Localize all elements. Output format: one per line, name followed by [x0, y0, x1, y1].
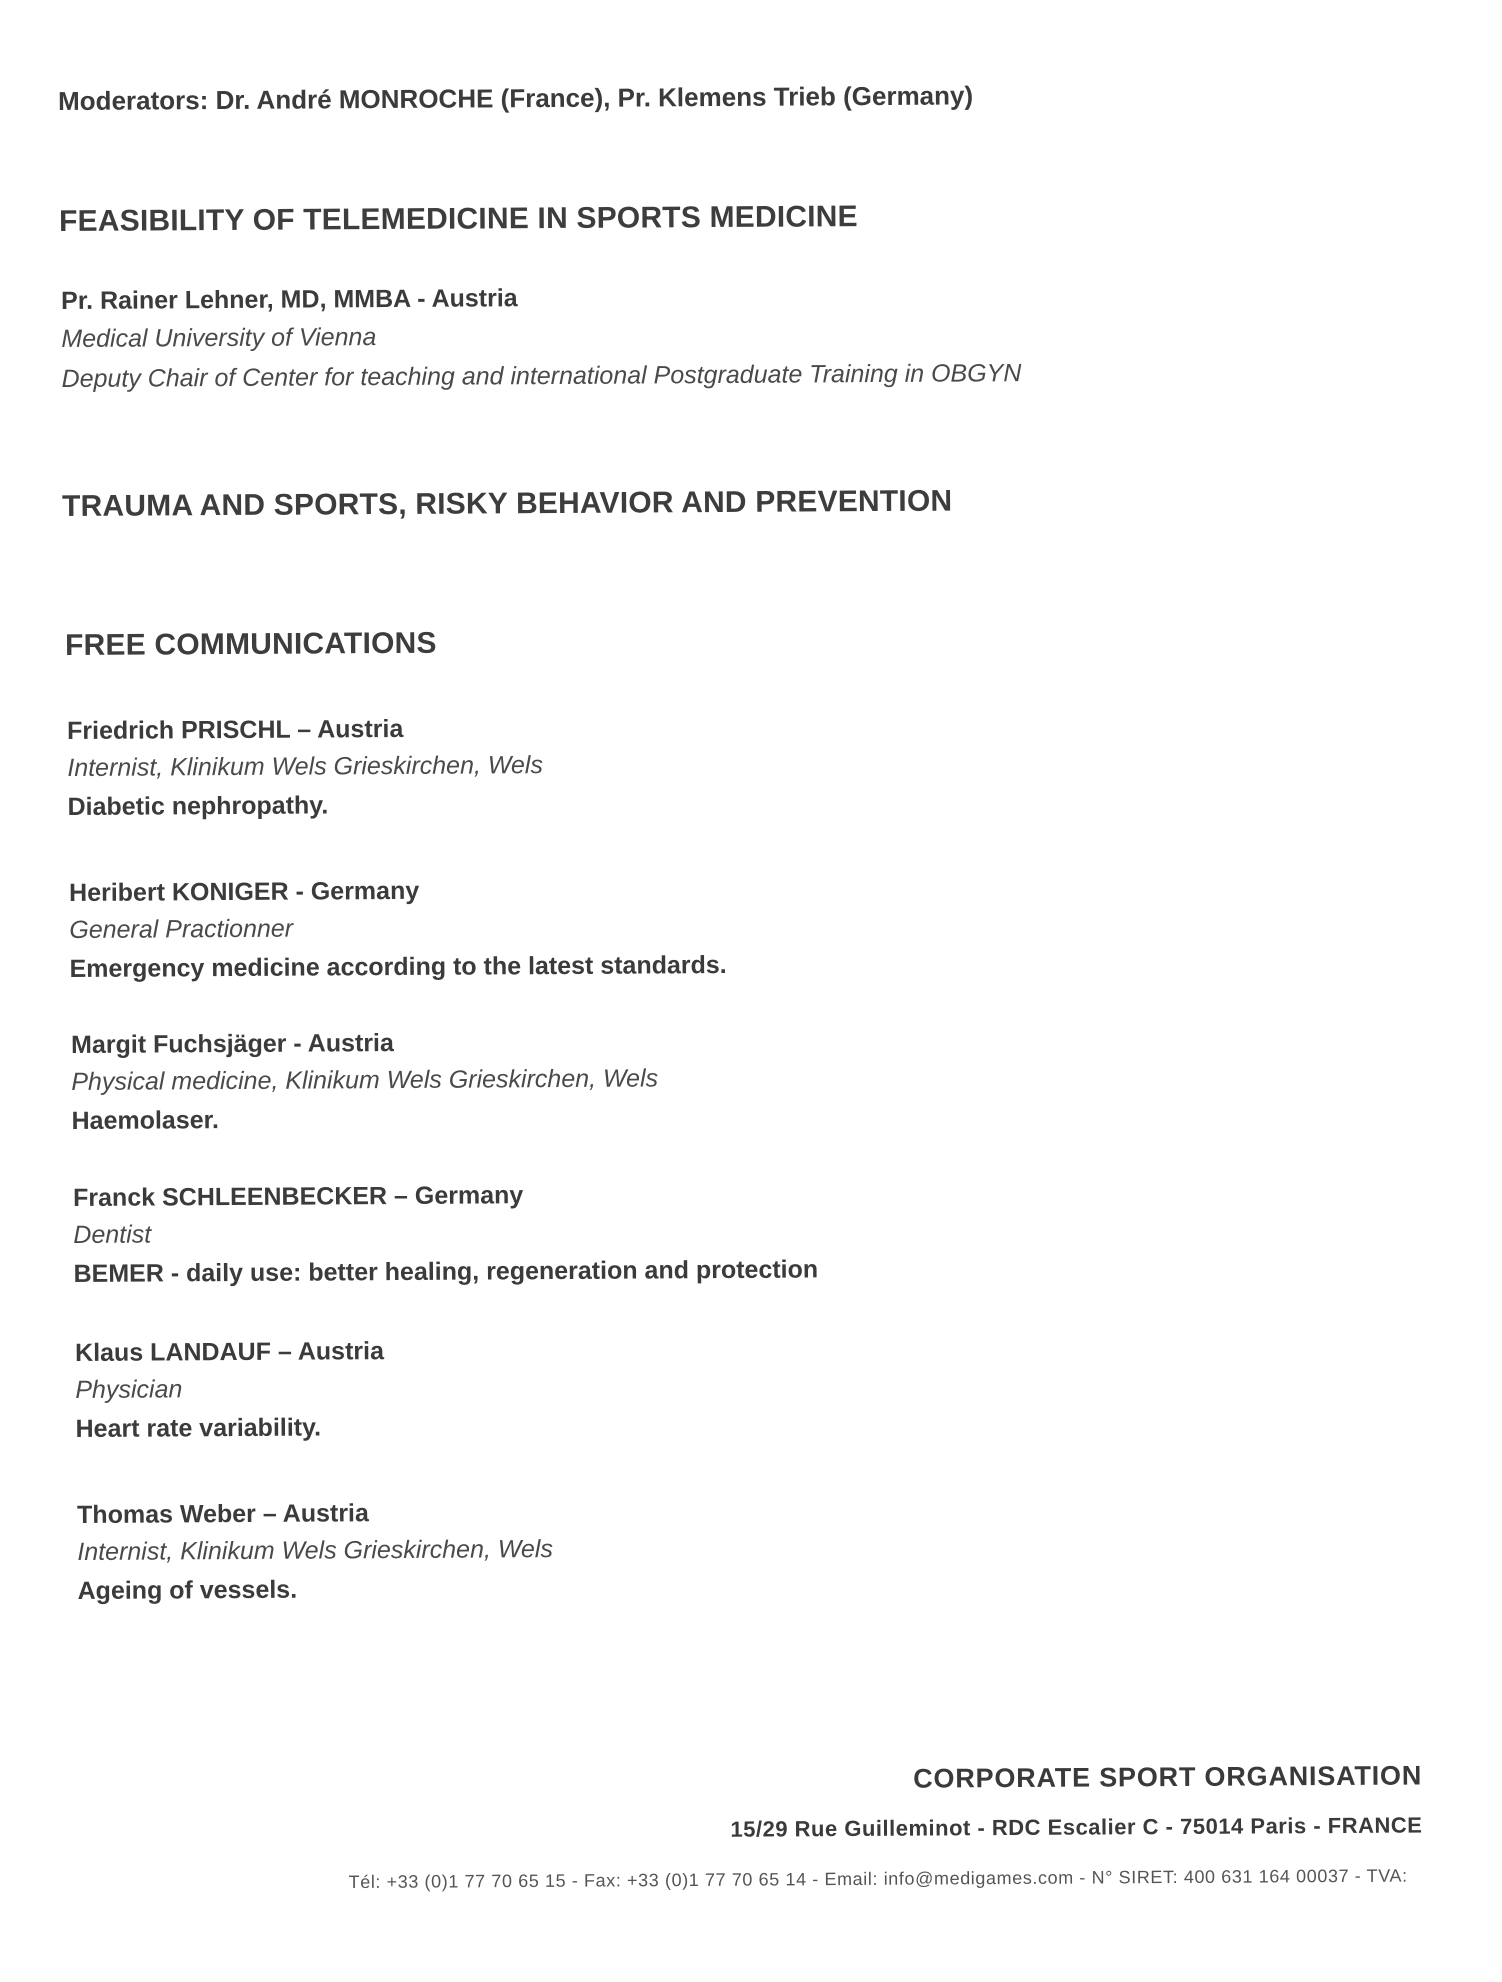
section-title-free-communications: FREE COMMUNICATIONS — [65, 626, 437, 662]
speaker-topic: Ageing of vessels. — [77, 1575, 298, 1605]
speaker-name: Thomas Weber – Austria — [77, 1499, 369, 1529]
speaker-topic: BEMER - daily use: better healing, regeneration and protection — [73, 1255, 819, 1288]
speaker-affiliation: Internist, Klinikum Wels Grieskirchen, Wels — [77, 1535, 554, 1566]
speaker-topic: Diabetic nephropathy. — [67, 791, 329, 821]
speaker-name: Margit Fuchsjäger - Austria — [71, 1029, 394, 1059]
speaker-affiliation: Physical medicine, Klinikum Wels Grieskirchen, Wels — [71, 1064, 659, 1096]
speaker-affiliation: Deputy Chair of Center for teaching and international Postgraduate Training in OBGYN — [61, 359, 1022, 393]
speaker-entry — [69, 871, 727, 989]
organisation-contact: Tél: +33 (0)1 77 70 65 15 - Fax: +33 (0)1 77 70 65 14 - Email: info@medigames.com - N° SIRET: 400 631 164 00037 - TVA: — [348, 1865, 1408, 1893]
speaker-affiliation: Internist, Klinikum Wels Grieskirchen, Wels — [67, 751, 544, 782]
speaker-topic: Emergency medicine according to the latest standards. — [69, 950, 727, 983]
moderators-line: Moderators: Dr. André MONROCHE (France), Pr. Klemens Trieb (Germany) — [58, 80, 974, 116]
speaker-affiliation: Dentist — [73, 1220, 152, 1249]
section-title-telemedicine: FEASIBILITY OF TELEMEDICINE IN SPORTS MEDICINE — [59, 200, 858, 238]
speaker-topic: Haemolaser. — [71, 1106, 219, 1135]
speaker-topic: Heart rate variability. — [75, 1413, 322, 1443]
speaker-name: Heribert KONIGER - Germany — [69, 876, 420, 907]
speaker-entry — [71, 1023, 658, 1141]
organisation-address: 15/29 Rue Guilleminot - RDC Escalier C - 75014 Paris - FRANCE — [730, 1812, 1423, 1842]
speaker-name: Pr. Rainer Lehner, MD, MMBA - Austria — [61, 284, 518, 315]
speaker-entry — [73, 1175, 818, 1294]
organisation-name: CORPORATE SPORT ORGANISATION — [913, 1760, 1423, 1794]
letterhead-footer — [0, 1760, 1502, 1893]
speaker-name: Friedrich PRISCHL – Austria — [67, 714, 404, 745]
speaker-name: Klaus LANDAUF – Austria — [75, 1337, 385, 1367]
speaker-affiliation: Medical University of Vienna — [61, 323, 377, 353]
section-title-trauma: TRAUMA AND SPORTS, RISKY BEHAVIOR AND PREVENTION — [62, 484, 953, 523]
speaker-affiliation: General Practionner — [69, 914, 294, 944]
speaker-entry — [75, 1333, 385, 1449]
speaker-lehner — [61, 277, 1021, 399]
speaker-affiliation: Physician — [75, 1375, 183, 1404]
speaker-entry — [77, 1494, 553, 1611]
speaker-name: Franck SCHLEENBECKER – Germany — [73, 1181, 524, 1212]
speaker-entry — [67, 710, 543, 827]
